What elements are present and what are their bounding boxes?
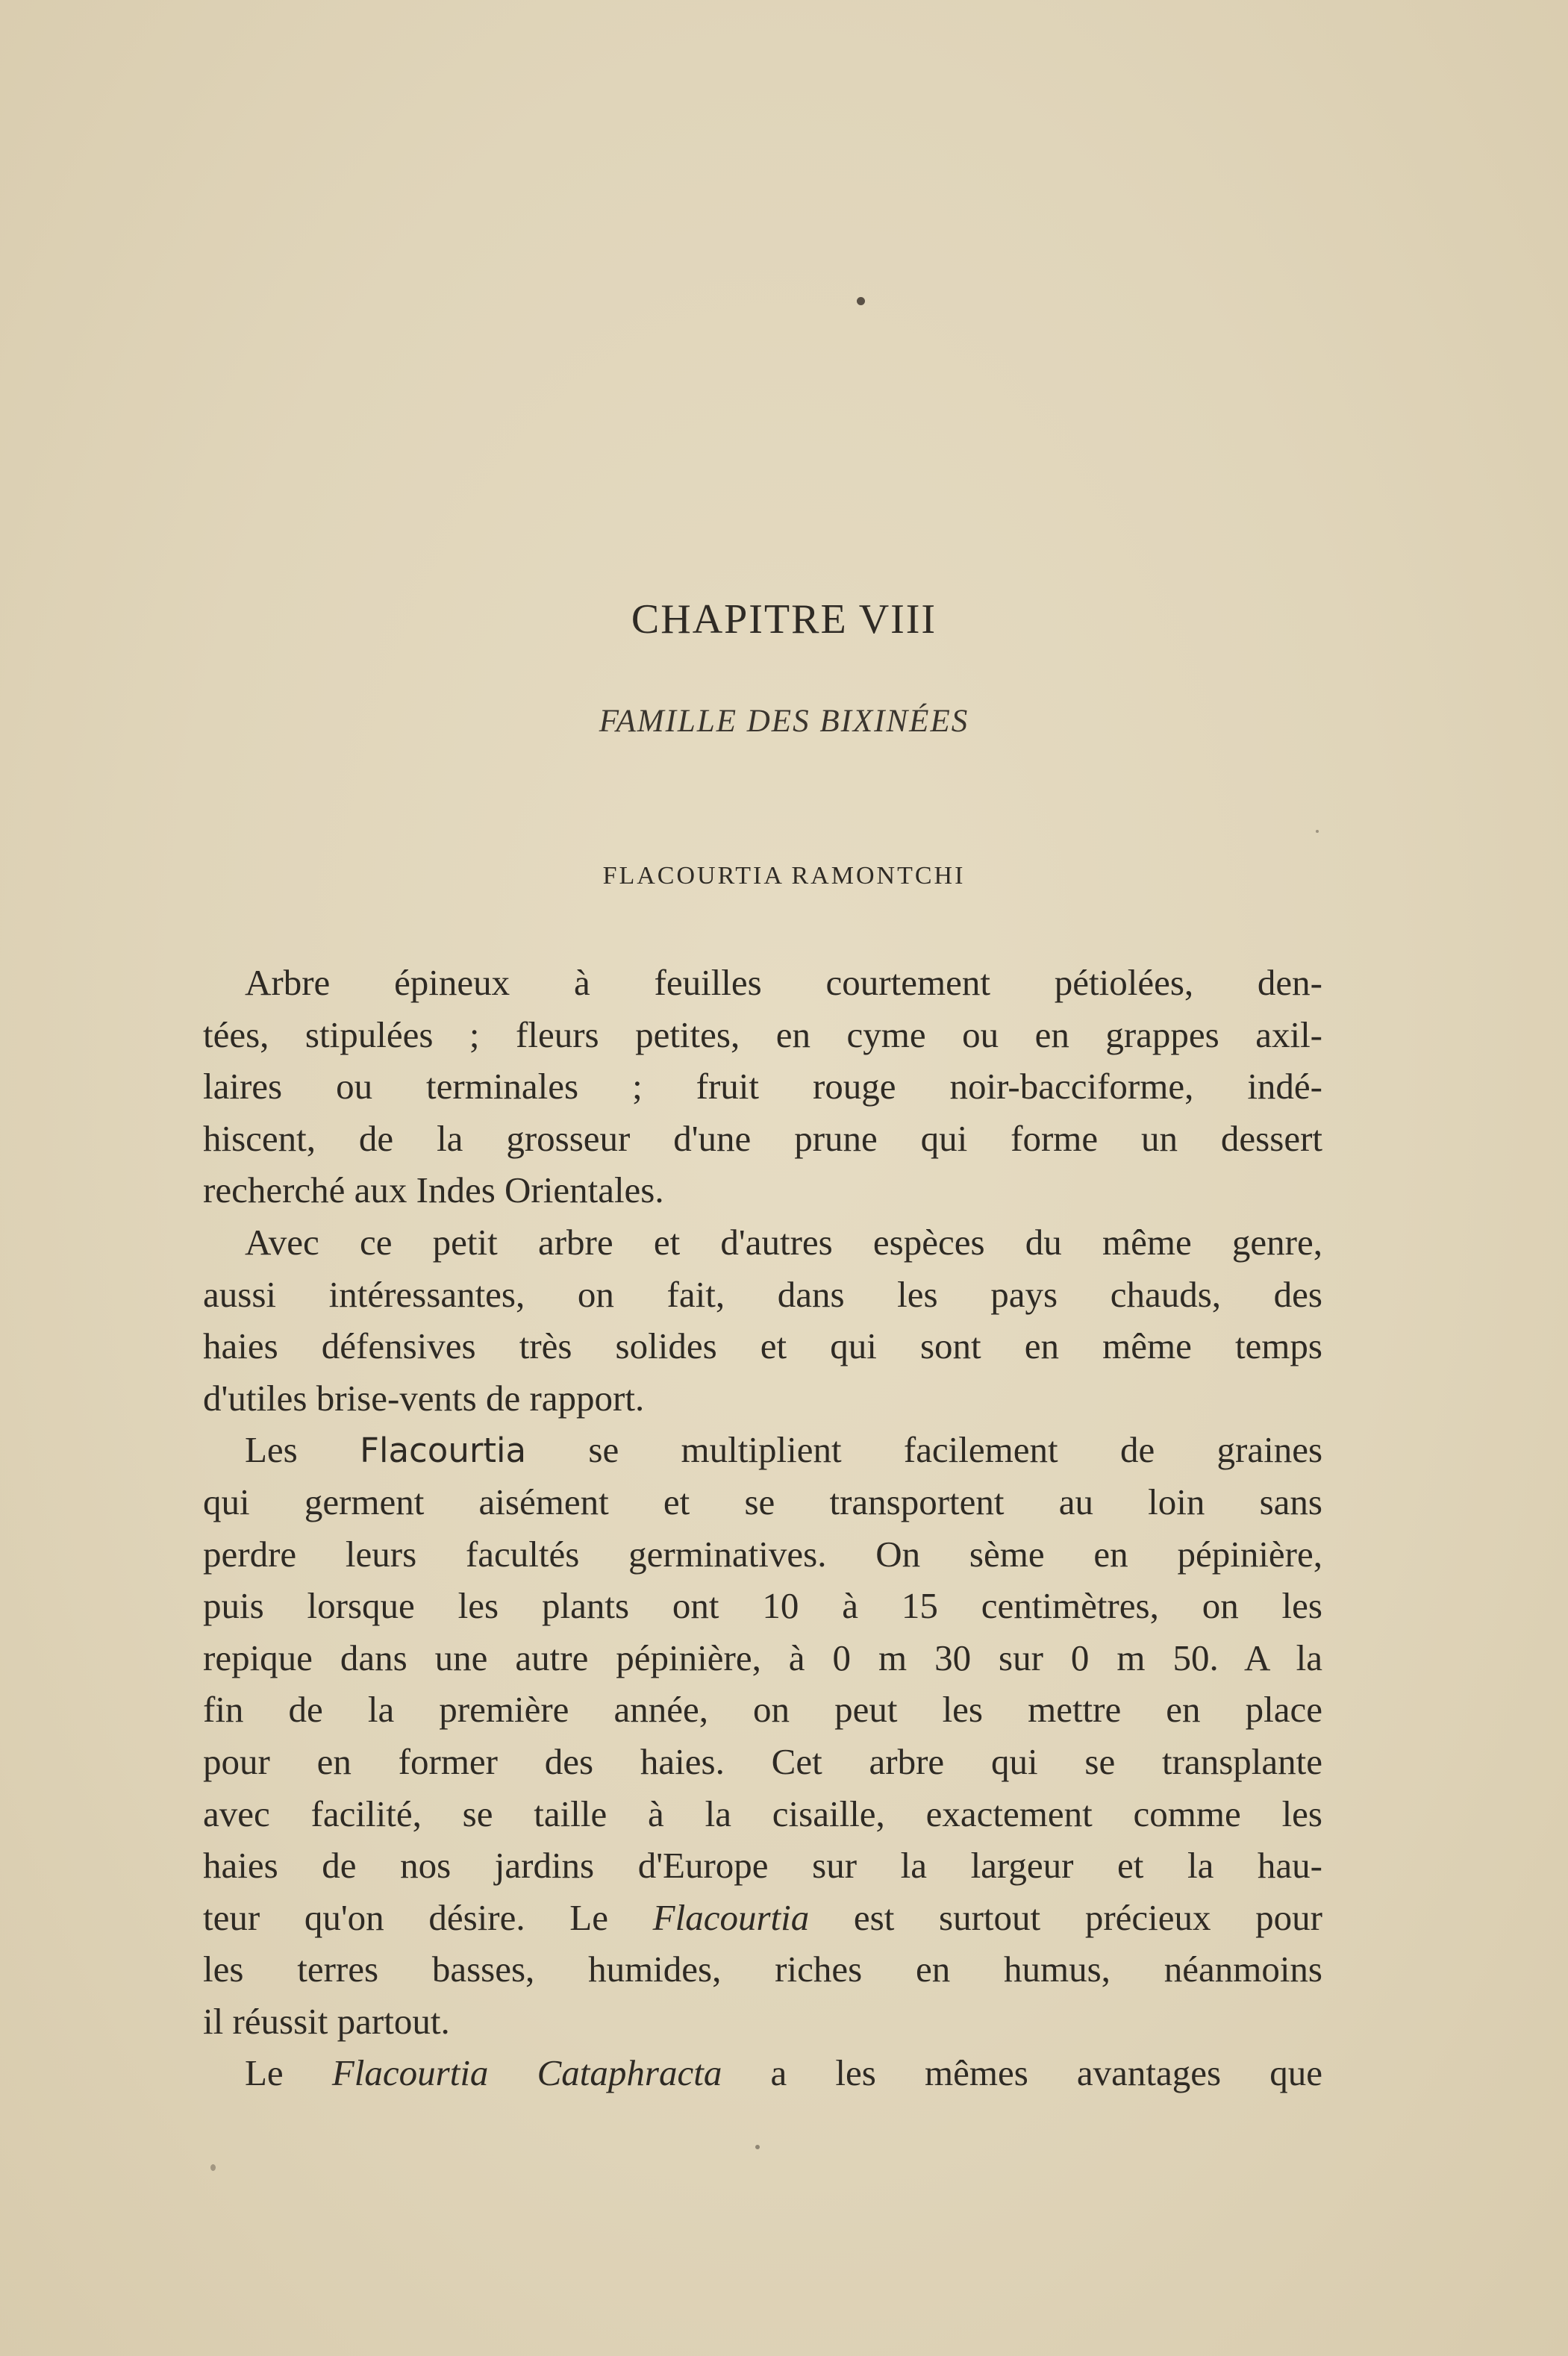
text-line xyxy=(203,1892,1322,1944)
text-run: Le xyxy=(245,2052,332,2094)
text-line: il réussit partout. xyxy=(203,2000,450,2042)
text-line xyxy=(203,1424,1322,1476)
text-run: teur qu'on désire. Le xyxy=(203,1896,653,1938)
text-line: repique dans une autre pépinière, à 0 m 30 sur 0 m 50. A la xyxy=(203,1637,1322,1678)
text-line: haies défensives très solides et qui sont en même temps xyxy=(203,1325,1322,1367)
body-text xyxy=(203,957,1322,2099)
text-line: Arbre épineux à feuilles courtement pétiolées, den- xyxy=(245,962,1322,1003)
text-run: Les xyxy=(245,1429,360,1471)
text-line: tées, stipulées ; fleurs petites, en cyme ou en grappes axil- xyxy=(203,1013,1322,1055)
text-line: pour en former des haies. Cet arbre qui se transplante xyxy=(203,1740,1322,1782)
text-line: hiscent, de la grosseur d'une prune qui forme un dessert xyxy=(203,1117,1322,1159)
genus-name: Flacourtia xyxy=(360,1431,527,1471)
text-line xyxy=(203,2047,1322,2099)
text-line: avec facilité, se taille à la cisaille, exactement comme les xyxy=(203,1793,1322,1834)
chapter-title: CHAPITRE VIII xyxy=(631,596,937,643)
text-line: qui germent aisément et se transportent au loin sans xyxy=(203,1481,1322,1522)
paper-speck xyxy=(210,2164,216,2171)
paper-speck xyxy=(1316,830,1319,833)
text-line: fin de la première année, on peut les mettre en place xyxy=(203,1689,1322,1731)
paper-speck xyxy=(857,297,865,305)
text-line: laires ou terminales ; fruit rouge noir-bacciforme, indé- xyxy=(203,1066,1322,1107)
text-line: aussi intéressantes, on fait, dans les pays chauds, des xyxy=(203,1273,1322,1315)
text-line: les terres basses, humides, riches en humus, néanmoins xyxy=(203,1949,1322,1990)
text-run: se multiplient facilement de graines xyxy=(526,1429,1323,1471)
family-title: FAMILLE DES BIXINÉES xyxy=(599,704,969,739)
text-line: puis lorsque les plants ont 10 à 15 centimètres, on les xyxy=(203,1585,1322,1627)
text-line: haies de nos jardins d'Europe sur la largeur et la hau- xyxy=(203,1845,1322,1887)
text-line: Avec ce petit arbre et d'autres espèces du même genre, xyxy=(245,1221,1322,1263)
text-run: a les mêmes avantages que xyxy=(722,2052,1322,2094)
text-run: est surtout précieux pour xyxy=(809,1896,1322,1938)
genus-name: Flacourtia xyxy=(652,1896,810,1938)
text-line: perdre leurs facultés germinatives. On sème en pépinière, xyxy=(203,1533,1322,1575)
paper-speck xyxy=(755,2145,760,2149)
section-heading: FLACOURTIA RAMONTCHI xyxy=(602,862,966,890)
text-line: d'utiles brise-vents de rapport. xyxy=(203,1377,645,1419)
species-name: Flacourtia Cataphracta xyxy=(331,2052,722,2094)
text-line: recherché aux Indes Orientales. xyxy=(203,1169,664,1211)
